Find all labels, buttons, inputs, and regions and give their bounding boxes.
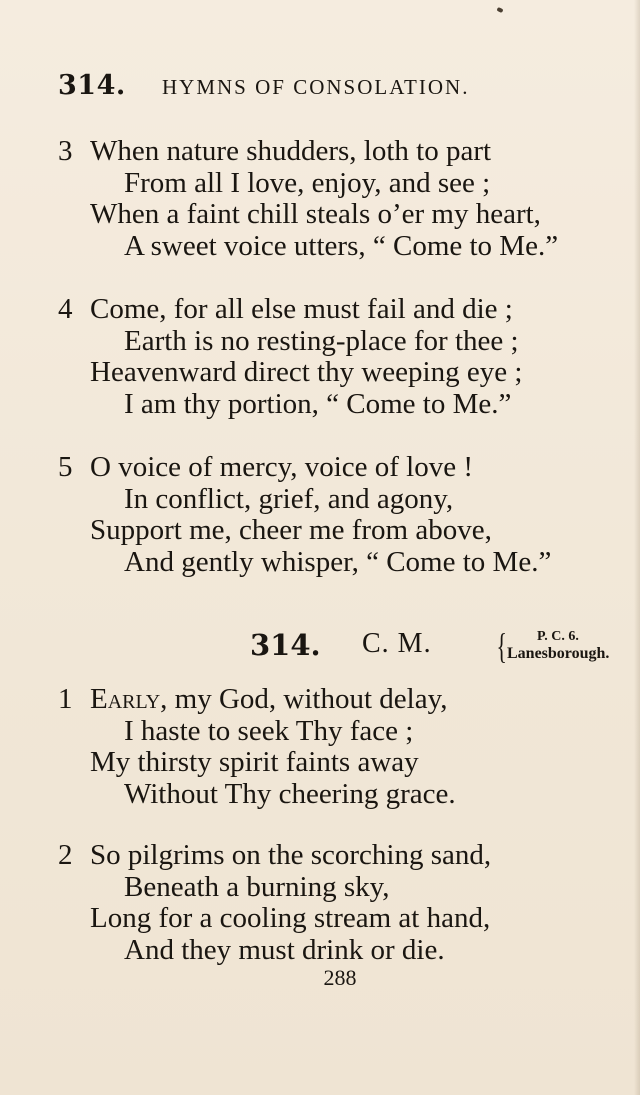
footer-page-number: 288 (323, 965, 357, 990)
verse-line (58, 684, 638, 716)
brace-glyph: { (496, 626, 507, 666)
verse-text (90, 684, 447, 716)
stanza-3 (58, 136, 638, 262)
verse-text: Without Thy cheering grace. (124, 777, 456, 810)
opening-line-rest: my God, without delay, (167, 683, 448, 715)
verse-line (58, 452, 638, 484)
verse-text: In conflict, grief, and agony, (124, 482, 454, 515)
verse-text: Beneath a burning sky, (124, 870, 390, 903)
stanza-4 (58, 294, 638, 420)
verse-line (58, 935, 638, 967)
verse-text: I haste to seek Thy face ; (124, 714, 414, 747)
header-page-number: 314. (58, 70, 126, 101)
verse-line (58, 326, 638, 358)
verse-line (58, 357, 638, 389)
verse-line (58, 136, 638, 168)
verse-text: From all I love, enjoy, and see ; (124, 166, 491, 199)
verse-line (58, 840, 638, 872)
verse-text: Heavenward direct thy weeping eye ; (90, 356, 523, 388)
verse-line (58, 716, 638, 748)
verse-line (58, 747, 638, 779)
verse-text: My thirsty spirit faints away (90, 746, 419, 778)
hymn-heading (250, 628, 640, 672)
stanza-number: 2 (58, 839, 73, 871)
stanza-number: 3 (58, 135, 73, 167)
verse-line (58, 872, 638, 904)
verse-text: And they must drink or die. (124, 933, 445, 966)
verse-line (58, 903, 638, 935)
verse-text: Long for a cooling stream at hand, (90, 902, 491, 934)
verse-line (58, 779, 638, 811)
tune-name: Lanesborough. (507, 645, 610, 662)
verse-text: Come, for all else must fail and die ; (90, 293, 513, 325)
verse-line (58, 294, 638, 326)
verse-text: And gently whisper, “ Come to Me.” (124, 545, 552, 578)
hymn314-stanza-2 (58, 840, 638, 966)
verse-line (58, 515, 638, 547)
verse-text: O voice of mercy, voice of love ! (90, 451, 474, 483)
stanza-number: 5 (58, 451, 73, 483)
verse-line (58, 199, 638, 231)
hymn314-stanza-1 (58, 684, 638, 810)
verse-text: When nature shudders, loth to part (90, 135, 492, 167)
verse-line (58, 168, 638, 200)
verse-text: Support me, cheer me from above, (90, 514, 492, 546)
verse-text: So pilgrims on the scorching sand, (90, 839, 492, 871)
verse-line (58, 389, 638, 421)
running-title: HYMNS OF CONSOLATION. (162, 75, 470, 99)
hymn-number: 314. (250, 628, 321, 662)
page-header (58, 70, 618, 106)
verse-line (58, 484, 638, 516)
opening-word: Early, (90, 683, 168, 715)
ink-speck (496, 7, 503, 13)
stanza-number: 4 (58, 293, 73, 325)
verse-text: Earth is no resting-place for thee ; (124, 324, 519, 357)
verse-line (58, 231, 638, 263)
verse-text: I am thy portion, “ Come to Me.” (124, 387, 512, 420)
page-edge-shadow (634, 0, 640, 1095)
stanza-5 (58, 452, 638, 578)
tune-reference: P. C. 6. (537, 629, 579, 644)
verse-text: When a faint chill steals o’er my heart, (90, 198, 541, 230)
verse-text: A sweet voice utters, “ Come to Me.” (124, 229, 559, 262)
hymn-meter: C. M. (362, 628, 432, 659)
verse-line (58, 547, 638, 579)
stanza-number: 1 (58, 683, 73, 715)
